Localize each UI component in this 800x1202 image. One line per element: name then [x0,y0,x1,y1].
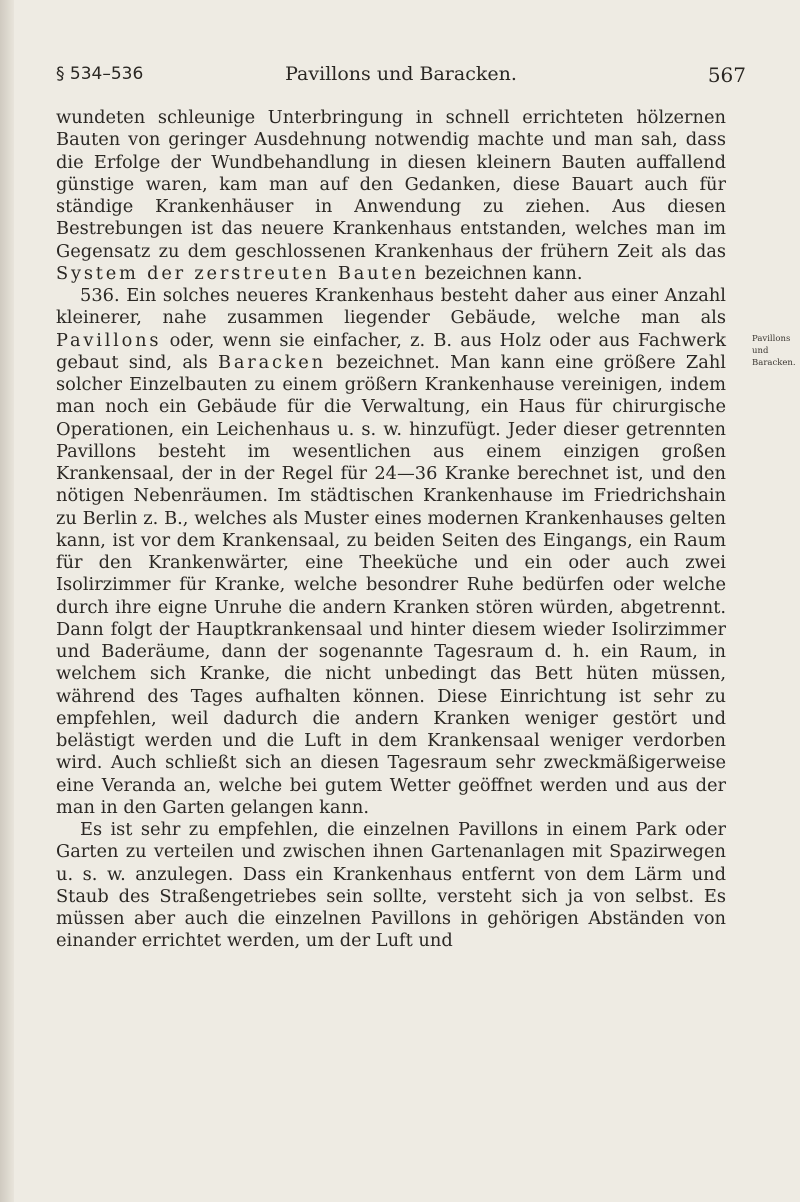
paragraph-536: 536. Ein solches neueres Krankenhaus besteht daher aus einer Anzahl kleinerer, nahe zusammen liegender Gebäude, welche man als Pavillons oder, wenn sie einfacher, z. B. aus Holz oder aus Fachwerk gebaut sind, als Baracken bezeichnet. Man kann eine größere Zahl solcher Einzelbauten zu einem größern Krankenhause vereinigen, indem man noch ein Gebäude für die Verwaltung, ein Haus für chirurgische Operationen, ein Leichenhaus u. s. w. hinzufügt. Jeder dieser getrennten Pavillons besteht im wesentlichen aus einem einzigen großen Krankensaal, der in der Regel für 24—36 Kranke berechnet ist, und den nötigen Nebenräumen. Im städtischen Krankenhause im Friedrichshain zu Berlin z. B., welches als Muster eines modernen Krankenhauses gelten kann, ist vor dem Krankensaal, zu beiden Seiten des Eingangs, ein Raum für den Krankenwärter, eine Theeküche und ein oder auch zwei Isolirzimmer für Kranke, welche besondrer Ruhe bedürfen oder welche durch ihre eigne Unruhe die andern Kranken stören würden, abgetrennt. Dann folgt der Hauptkrankensaal und hinter diesem wieder Isolirzimmer und Baderäume, dann der sogenannte Tagesraum d. h. ein Raum, in welchem sich Kranke, die nicht unbedingt das Bett hüten müssen, während des Tages aufhalten können. Diese Einrichtung ist sehr zu empfehlen, weil dadurch die andern Kranken weniger gestört und belästigt werden und die Luft in dem Krankensaal weniger verdorben wird. Auch schließt sich an diesen Tagesraum sehr zweckmäßigerweise eine Veranda an, welche bei gutem Wetter geöffnet werden und aus der man in den Garten gelangen kann. [56,285,726,818]
paragraph-continuation: wundeten schleunige Unterbringung in schnell errichteten hölzernen Bauten von geringer Ausdehnung notwendig machte und man sah, dass die Erfolge der Wundbehandlung in diesen kleinern Bauten auffallend günstige waren, kam man auf den Gedanken, diese Bauart auch für ständige Krankenhäuser in Anwendung zu ziehen. Aus diesen Bestrebungen ist das neuere Krankenhaus entstanden, welches man im Gegensatz zu dem geschlossenen Krankenhaus der frühern Zeit als das System der zerstreuten Bauten bezeichnen kann. [56,107,726,284]
margin-note-line: Pavillons [752,334,791,344]
margin-note [752,333,800,369]
paragraph: Es ist sehr zu empfehlen, die einzelnen Pavillons in einem Park oder Garten zu verteilen und zwischen ihnen Gartenanlagen mit Spazirwegen u. s. w. anzulegen. Dass ein Krankenhaus entfernt von dem Lärm und Staub des Straßengetriebes sein sollte, versteht sich ja von selbst. Es müssen aber auch die einzelnen Pavillons in gehörigen Abständen von einander errichtet werden, um der Luft und [56,819,726,952]
spaced-emphasis: Baracken [218,351,326,373]
spaced-emphasis: System der zerstreuten Bauten [56,262,419,284]
margin-note-line: Baracken. [752,358,796,368]
page-number: 567 [707,63,746,87]
spaced-emphasis: Pavillons [56,329,162,351]
body-text [56,107,726,953]
book-spine-edge [0,0,14,1202]
section-range: § 534–536 [56,64,144,84]
running-title: Pavillons und Baracken. [285,63,517,85]
margin-note-line: und [752,346,769,356]
page-header [56,60,746,90]
